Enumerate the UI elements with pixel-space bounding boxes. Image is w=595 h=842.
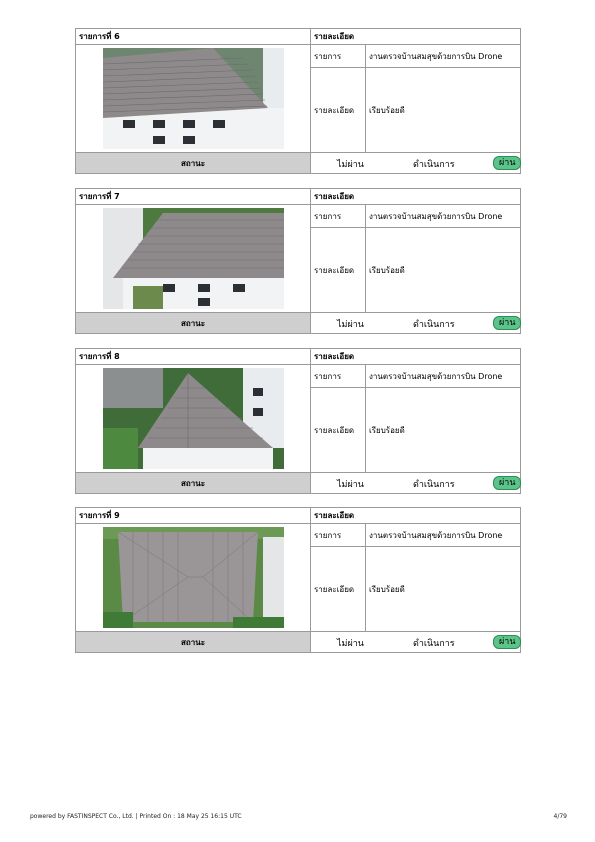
detail-value: เรียบร้อยดี (366, 547, 521, 632)
status-option-pass-selected[interactable]: ผ่าน (493, 476, 521, 490)
status-options (311, 153, 521, 174)
item-label: รายการ (311, 524, 366, 547)
roof-photo[interactable] (103, 48, 284, 149)
status-label: สถานะ (76, 473, 311, 494)
footer-printed-info: powered by FASTINSPECT Co., Ltd. | Printed On : 18 May 25 16:15 UTC (30, 813, 242, 820)
detail-label: รายละเอียด (311, 68, 366, 153)
status-options (311, 632, 521, 653)
item-value: งานตรวจบ้านสมสุขด้วยการบิน Drone (366, 365, 521, 388)
detail-value: เรียบร้อยดี (366, 228, 521, 313)
page-number: 4/79 (553, 813, 567, 820)
status-option-in-progress[interactable]: ดำเนินการ (413, 639, 455, 649)
item-label: รายการ (311, 205, 366, 228)
item-number-label: รายการที่ 8 (76, 349, 311, 365)
item-number-label: รายการที่ 7 (76, 189, 311, 205)
photo-cell (76, 524, 311, 632)
item-value: งานตรวจบ้านสมสุขด้วยการบิน Drone (366, 205, 521, 228)
inspection-item-8 (75, 348, 520, 498)
detail-label: รายละเอียด (311, 228, 366, 313)
roof-photo[interactable] (103, 527, 284, 628)
item-number-label: รายการที่ 9 (76, 508, 311, 524)
status-label: สถานะ (76, 632, 311, 653)
status-options (311, 313, 521, 334)
status-option-fail[interactable]: ไม่ผ่าน (337, 639, 364, 649)
photo-cell (76, 205, 311, 313)
item-label: รายการ (311, 45, 366, 68)
status-option-fail[interactable]: ไม่ผ่าน (337, 480, 364, 490)
details-header: รายละเอียด (311, 29, 521, 45)
details-header: รายละเอียด (311, 349, 521, 365)
status-label: สถานะ (76, 153, 311, 174)
detail-value: เรียบร้อยดี (366, 68, 521, 153)
photo-cell (76, 45, 311, 153)
status-option-in-progress[interactable]: ดำเนินการ (413, 160, 455, 170)
status-option-fail[interactable]: ไม่ผ่าน (337, 320, 364, 330)
status-option-in-progress[interactable]: ดำเนินการ (413, 320, 455, 330)
detail-value: เรียบร้อยดี (366, 388, 521, 473)
item-number-label: รายการที่ 6 (76, 29, 311, 45)
status-label: สถานะ (76, 313, 311, 334)
roof-photo[interactable] (103, 208, 284, 309)
item-value: งานตรวจบ้านสมสุขด้วยการบิน Drone (366, 524, 521, 547)
inspection-item-9 (75, 507, 520, 657)
detail-label: รายละเอียด (311, 547, 366, 632)
inspection-item-6 (75, 28, 520, 178)
item-value: งานตรวจบ้านสมสุขด้วยการบิน Drone (366, 45, 521, 68)
status-option-pass-selected[interactable]: ผ่าน (493, 156, 521, 170)
status-option-pass-selected[interactable]: ผ่าน (493, 635, 521, 649)
detail-label: รายละเอียด (311, 388, 366, 473)
status-option-in-progress[interactable]: ดำเนินการ (413, 480, 455, 490)
item-label: รายการ (311, 365, 366, 388)
status-option-pass-selected[interactable]: ผ่าน (493, 316, 521, 330)
inspection-item-7 (75, 188, 520, 338)
status-option-fail[interactable]: ไม่ผ่าน (337, 160, 364, 170)
status-options (311, 473, 521, 494)
details-header: รายละเอียด (311, 189, 521, 205)
photo-cell (76, 365, 311, 473)
details-header: รายละเอียด (311, 508, 521, 524)
roof-photo[interactable] (103, 368, 284, 469)
